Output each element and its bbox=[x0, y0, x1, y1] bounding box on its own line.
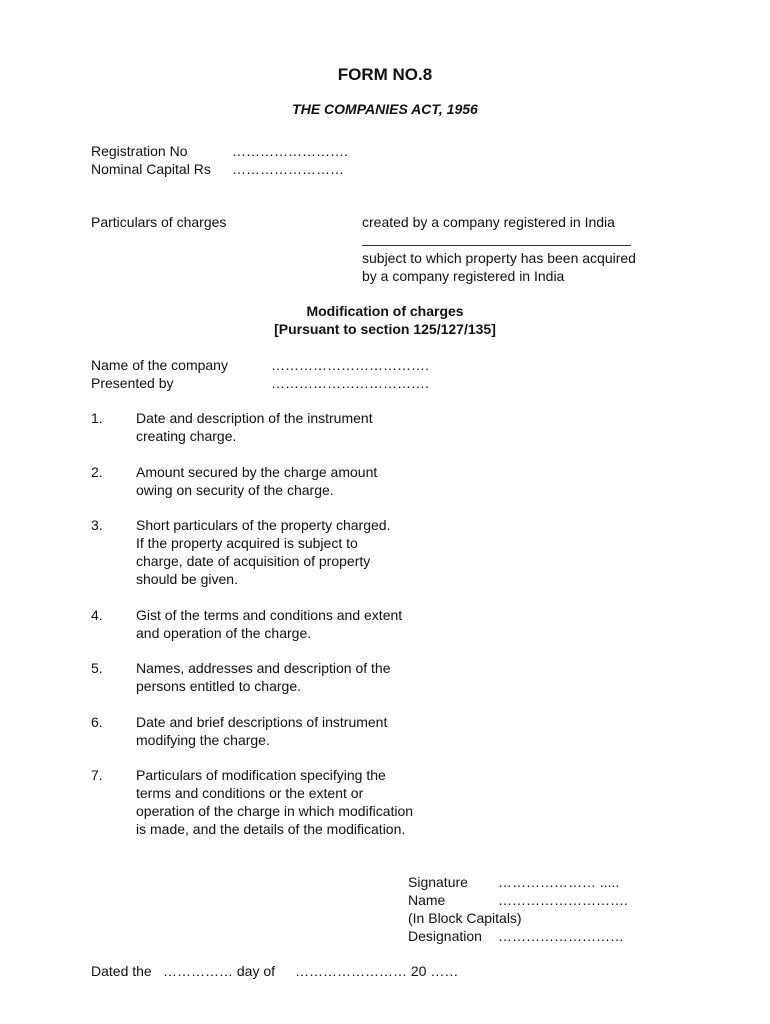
item-line: persons entitled to charge. bbox=[136, 678, 301, 694]
item-line: Particulars of modification specifying the bbox=[136, 767, 386, 783]
item-line: Gist of the terms and conditions and extent bbox=[136, 607, 403, 623]
item-number: 6. bbox=[91, 714, 103, 730]
designation-label: Designation bbox=[408, 928, 482, 944]
item-text bbox=[136, 516, 390, 588]
item-line: Short particulars of the property charged. bbox=[136, 517, 391, 533]
item-number: 2. bbox=[91, 464, 103, 480]
item-text bbox=[136, 766, 413, 838]
item-line: creating charge. bbox=[136, 428, 237, 444]
item-line: Date and description of the instrument bbox=[136, 410, 373, 426]
item-number: 3. bbox=[91, 517, 103, 533]
modification-heading: Modification of charges bbox=[306, 303, 464, 319]
block-capitals-note: (In Block Capitals) bbox=[408, 910, 522, 926]
signature-label: Signature bbox=[408, 874, 468, 890]
dated-day-dots: …………… day of bbox=[163, 963, 276, 979]
item-line: operation of the charge in which modification bbox=[136, 803, 414, 819]
item-number: 1. bbox=[91, 410, 103, 426]
particulars-option-acquired-line2: by a company registered in India bbox=[362, 268, 565, 284]
name-label: Name bbox=[408, 892, 446, 908]
item-text bbox=[136, 713, 387, 749]
company-name-dots: ……………………………. bbox=[271, 357, 429, 373]
dated-label: Dated the bbox=[91, 963, 152, 979]
company-name-label: Name of the company bbox=[91, 357, 228, 373]
item-line: is made, and the details of the modification. bbox=[136, 821, 406, 837]
item-line: Amount secured by the charge amount bbox=[136, 464, 378, 480]
item-line: should be given. bbox=[136, 571, 238, 587]
presented-by-label: Presented by bbox=[91, 375, 174, 391]
item-line: modifying the charge. bbox=[136, 732, 270, 748]
item-text bbox=[136, 463, 377, 499]
separator-line bbox=[362, 245, 631, 246]
item-line: terms and conditions or the extent or bbox=[136, 785, 364, 801]
item-line: If the property acquired is subject to bbox=[136, 535, 358, 551]
item-line: owing on security of the charge. bbox=[136, 482, 334, 498]
item-text bbox=[136, 659, 390, 695]
presented-by-dots: ……………………………. bbox=[271, 375, 429, 391]
name-dots: ………………………. bbox=[498, 892, 628, 908]
item-text bbox=[136, 409, 373, 445]
item-number: 4. bbox=[91, 607, 103, 623]
registration-dots: ……………………. bbox=[232, 143, 348, 159]
item-number: 5. bbox=[91, 660, 103, 676]
item-line: Date and brief descriptions of instrument bbox=[136, 714, 388, 730]
nominal-capital-dots: …………………… bbox=[232, 161, 344, 177]
particulars-option-created: created by a company registered in India bbox=[362, 214, 615, 230]
signature-dots: ………………… ..... bbox=[498, 874, 620, 890]
form-title: FORM NO.8 bbox=[337, 65, 433, 84]
item-line: Names, addresses and description of the bbox=[136, 660, 391, 676]
item-number: 7. bbox=[91, 767, 103, 783]
pursuant-section: [Pursuant to section 125/127/135] bbox=[274, 321, 496, 337]
act-title: THE COMPANIES ACT, 1956 bbox=[292, 101, 478, 117]
item-line: charge, date of acquisition of property bbox=[136, 553, 371, 569]
particulars-label: Particulars of charges bbox=[91, 214, 227, 230]
item-text bbox=[136, 606, 402, 642]
nominal-capital-label: Nominal Capital Rs bbox=[91, 161, 211, 177]
registration-label: Registration No bbox=[91, 143, 188, 159]
dated-month-year-dots: …………………… 20 …… bbox=[295, 963, 459, 979]
designation-dots: ……………………… bbox=[498, 928, 624, 944]
item-line: and operation of the charge. bbox=[136, 625, 312, 641]
particulars-option-acquired-line1: subject to which property has been acquired bbox=[362, 250, 636, 266]
